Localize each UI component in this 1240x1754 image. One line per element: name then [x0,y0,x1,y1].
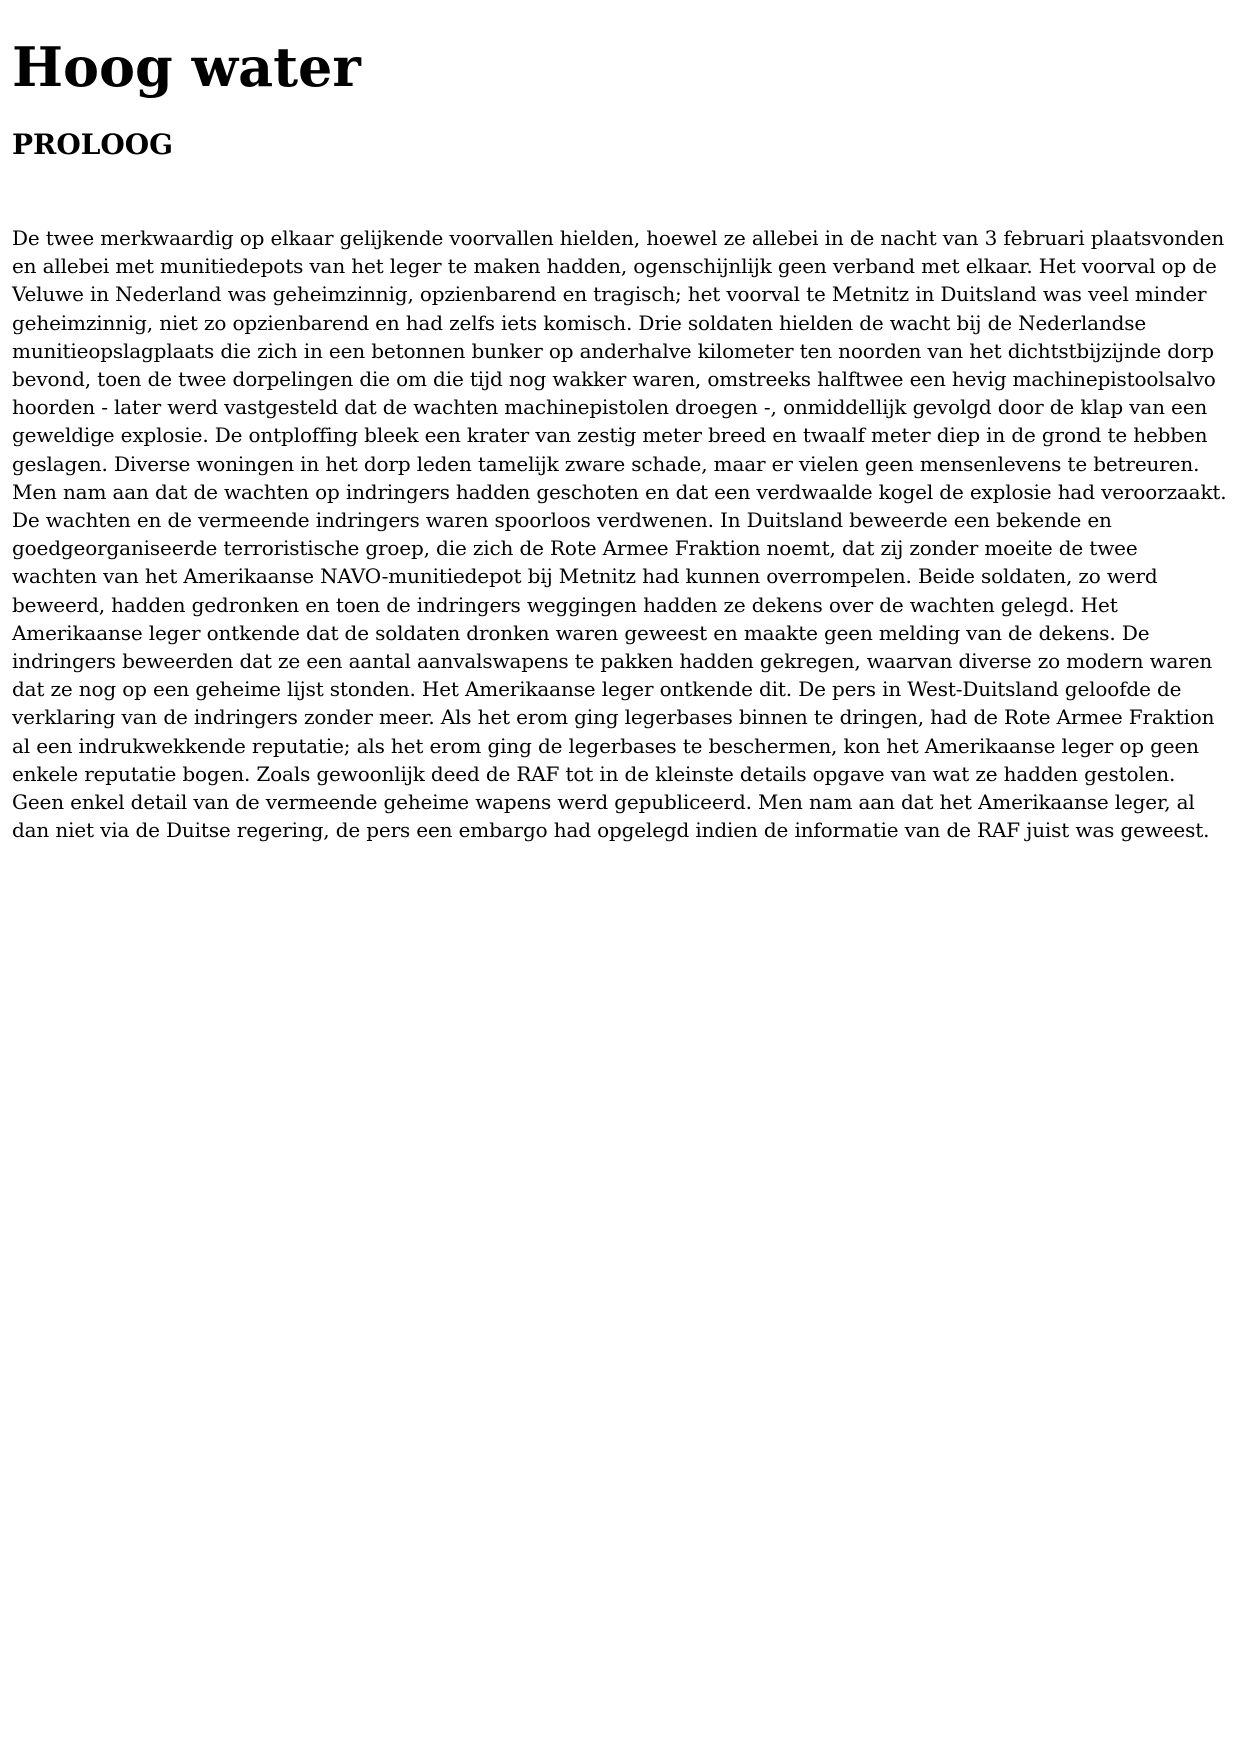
section-heading: PROLOOG [12,128,174,161]
body-paragraph: De twee merkwaardig op elkaar gelijkende voorvallen hielden, hoewel ze allebei in de nacht van 3 februari plaatsvonden en allebei met munitiedepots van het leger te maken hadden, ogenschijnlijk geen verband met elkaar. Het voorval op de Veluwe in Nederland was geheimzinnig, opzienbarend en tragisch; het voorval te Metnitz in Duitsland was veel minder geheimzinnig, niet zo opzienbarend en had zelfs iets komisch. Drie soldaten hielden de wacht bij de Nederlandse munitieopslagplaats die zich in een betonnen bunker op anderhalve kilometer ten noorden van het dichtstbijzijnde dorp bevond, toen de twee dorpelingen die om die tijd nog wakker waren, omstreeks halftwee een hevig machinepistoolsalvo hoorden - later werd vastgesteld dat de wachten machinepistolen droegen -, onmiddellijk gevolgd door de klap van een geweldige explosie. De ontploffing bleek een krater van zestig meter breed en twaalf meter diep in de grond te hebben geslagen. Diverse woningen in het dorp leden tamelijk zware schade, maar er vielen geen mensenlevens te betreuren. Men nam aan dat de wachten op indringers hadden geschoten en dat een verdwaalde kogel de explosie had veroorzaakt. De wachten en de vermeende indringers waren spoorloos verdwenen. In Duitsland beweerde een bekende en goedgeorganiseerde terroristische groep, die zich de Rote Armee Fraktion noemt, dat zij zonder moeite de twee wachten van het Amerikaanse NAVO-munitiedepot bij Metnitz had kunnen overrompelen. Beide soldaten, zo werd beweerd, hadden gedronken en toen de indringers weggingen hadden ze dekens over de wachten gelegd. Het Amerikaanse leger ontkende dat de soldaten dronken waren geweest en maakte geen melding van de dekens. De indringers beweerden dat ze een aantal aanvalswapens te pakken hadden gekregen, waarvan diverse zo modern waren dat ze nog op een geheime lijst stonden. Het Amerikaanse leger ontkende dit. De pers in West-Duitsland geloofde de verklaring van de indringers zonder meer. Als het erom ging legerbases binnen te dringen, had de Rote Armee Fraktion al een indrukwekkende reputatie; als het erom ging de legerbases te beschermen, kon het Amerikaanse leger op geen enkele reputatie bogen. Zoals gewoonlijk deed de RAF tot in de kleinste details opgave van wat ze hadden gestolen. Geen enkel detail van de vermeende geheime wapens werd gepubliceerd. Men nam aan dat het Amerikaanse leger, al dan niet via de Duitse regering, de pers een embargo had opgelegd indien de informatie van de RAF juist was geweest. [12,226,1227,843]
document-title: Hoog water [12,35,361,99]
document-page [0,0,1240,844]
